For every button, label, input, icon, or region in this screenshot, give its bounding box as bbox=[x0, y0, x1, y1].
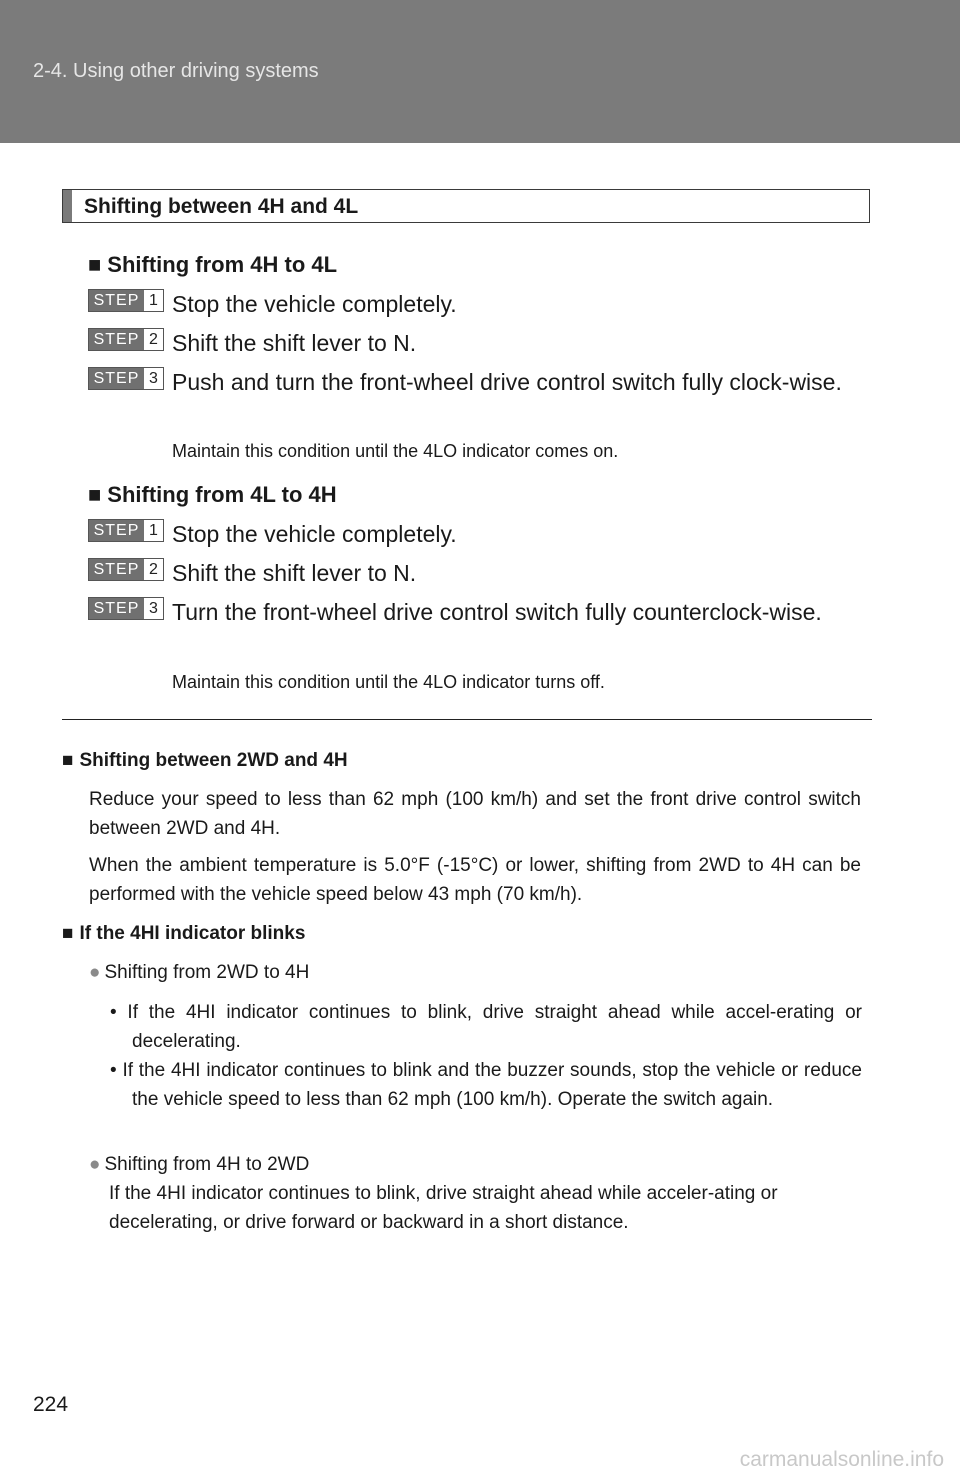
step-item bbox=[88, 364, 870, 436]
bullet-item bbox=[89, 958, 861, 987]
info-paragraph: When the ambient temperature is 5.0°F (-15°C) or lower, shifting from 2WD to 4H can be performed with the vehicle speed below 43 mph (70 km/h). bbox=[89, 855, 861, 905]
square-marker-icon: ■ bbox=[88, 252, 102, 277]
bullet-title: Shifting from 4H to 2WD bbox=[104, 1154, 310, 1175]
step-item bbox=[88, 325, 870, 361]
subheading-text: Shifting from 4H to 4L bbox=[107, 252, 338, 277]
step-badge: STEP 2 bbox=[88, 558, 164, 581]
bullet-title: Shifting from 2WD to 4H bbox=[104, 962, 310, 983]
square-marker-icon: ■ bbox=[88, 482, 102, 507]
square-marker-icon: ■ bbox=[62, 923, 74, 944]
subheading-4l-to-4h bbox=[88, 482, 337, 508]
step-text: Stop the vehicle completely. bbox=[172, 521, 457, 547]
info-heading-text: If the 4HI indicator blinks bbox=[79, 923, 306, 944]
step-badge: STEP 1 bbox=[88, 289, 164, 312]
section-heading-bar bbox=[63, 190, 72, 222]
bullet-item bbox=[89, 1150, 861, 1179]
sub-bullet: • If the 4HI indicator continues to blink and the buzzer sounds, stop the vehicle or reduce the vehicle speed to less than 62 mph (100 km/h). Operate the switch again. bbox=[110, 1060, 862, 1110]
page-header bbox=[0, 0, 960, 143]
info-heading-4hi-blinks bbox=[62, 923, 305, 945]
section-title: Shifting between 4H and 4L bbox=[84, 195, 359, 218]
step-text: Stop the vehicle completely. bbox=[172, 291, 457, 317]
step-badge: STEP 2 bbox=[88, 328, 164, 351]
step-badge: STEP 3 bbox=[88, 367, 164, 390]
step-text: Turn the front-wheel drive control switch fully counterclock-wise. bbox=[172, 599, 822, 625]
step-text: Shift the shift lever to N. bbox=[172, 330, 417, 356]
page-number: 224 bbox=[33, 1393, 69, 1416]
step-item bbox=[88, 286, 870, 322]
bullet-body: If the 4HI indicator continues to blink, drive straight ahead while acceler-ating or decelerating, or drive forward or backward in a short distance. bbox=[109, 1183, 778, 1233]
info-heading-2wd-4h bbox=[62, 750, 348, 772]
step-badge: STEP 3 bbox=[88, 597, 164, 620]
circle-bullet-icon: ● bbox=[89, 962, 101, 983]
subheading-text: Shifting from 4L to 4H bbox=[107, 482, 337, 507]
step-item bbox=[88, 516, 870, 552]
chapter-title: 2-4. Using other driving systems bbox=[33, 60, 319, 82]
circle-bullet-icon: ● bbox=[89, 1154, 101, 1175]
step-text: Shift the shift lever to N. bbox=[172, 560, 417, 586]
step-note: Maintain this condition until the 4LO indicator comes on. bbox=[172, 441, 619, 461]
step-badge: STEP 1 bbox=[88, 519, 164, 542]
step-item bbox=[88, 555, 870, 591]
square-marker-icon: ■ bbox=[62, 750, 74, 771]
watermark: carmanualsonline.info bbox=[739, 1448, 944, 1471]
section-heading bbox=[62, 189, 870, 223]
step-note: Maintain this condition until the 4LO indicator turns off. bbox=[172, 672, 605, 692]
subheading-4h-to-4l bbox=[88, 252, 337, 278]
step-text: Push and turn the front-wheel drive control switch fully clock-wise. bbox=[172, 369, 842, 395]
step-item bbox=[88, 594, 870, 666]
info-paragraph: Reduce your speed to less than 62 mph (100 km/h) and set the front drive control switch between 2WD and 4H. bbox=[89, 789, 861, 839]
info-heading-text: Shifting between 2WD and 4H bbox=[79, 750, 348, 771]
sub-bullet: • If the 4HI indicator continues to blink, drive straight ahead while accel-erating or decelerating. bbox=[110, 1002, 862, 1052]
section-divider bbox=[62, 719, 872, 720]
